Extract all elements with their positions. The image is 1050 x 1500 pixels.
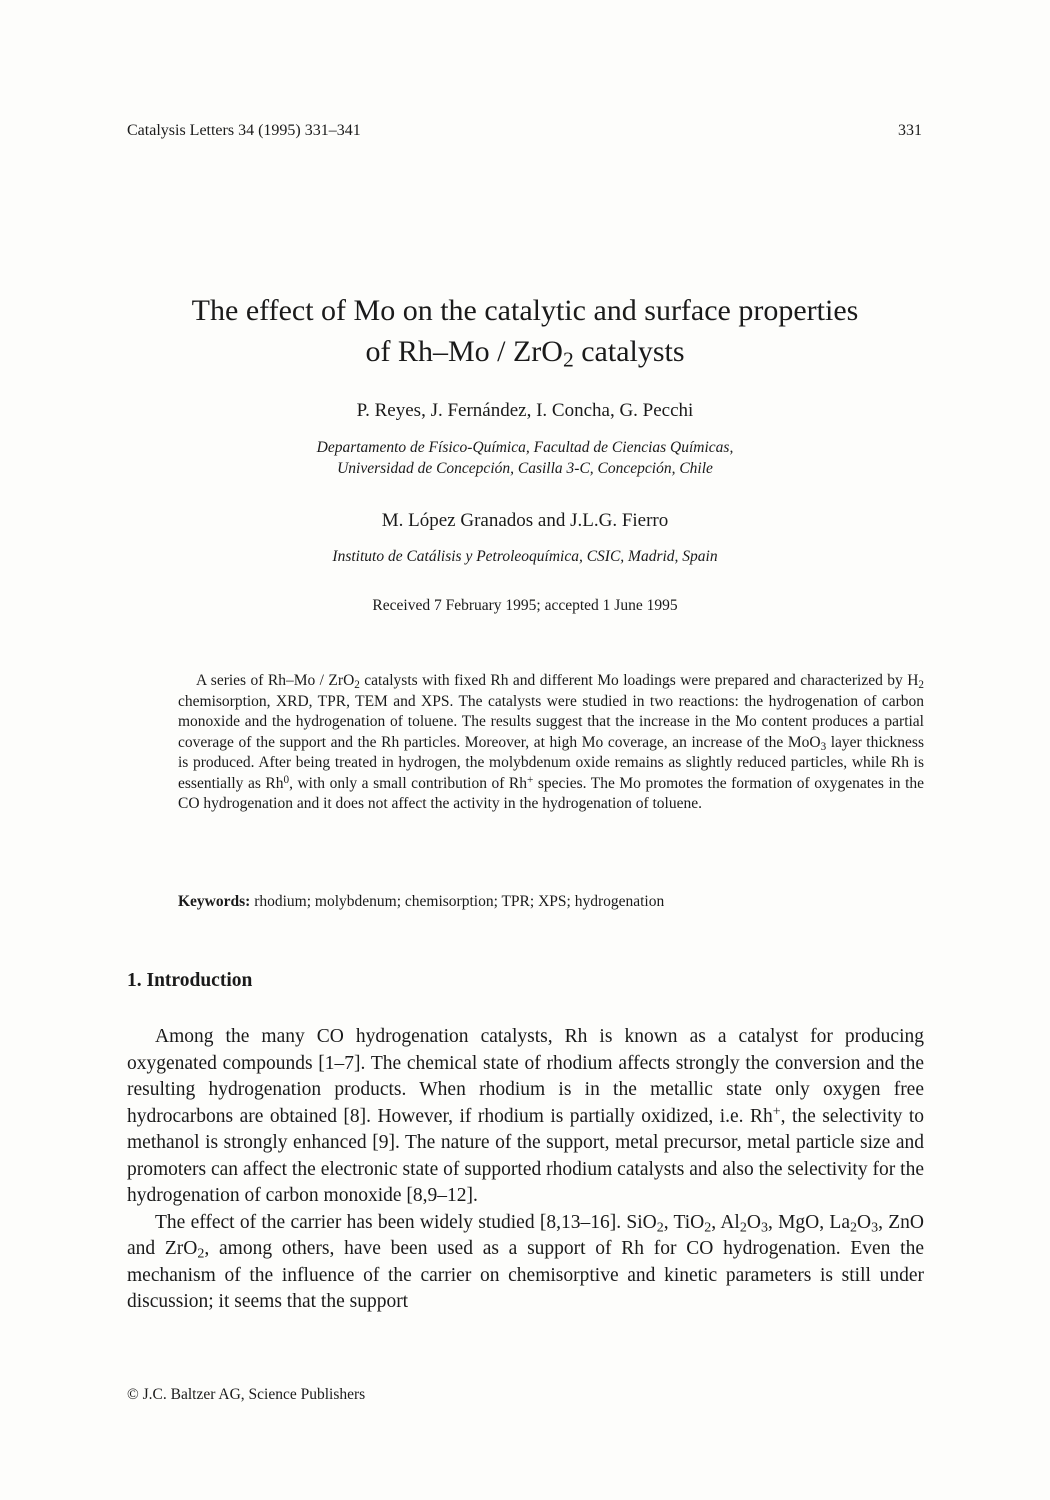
subscript: 2	[704, 1219, 712, 1235]
text-run: , TiO	[663, 1211, 705, 1233]
section-heading: 1. Introduction	[127, 970, 253, 991]
title-line-1: The effect of Mo on the catalytic and surface properties	[191, 294, 859, 327]
journal-citation: Catalysis Letters 34 (1995) 331–341	[127, 122, 361, 139]
intro-paragraph-2	[127, 1210, 924, 1316]
copyright-footer: © J.C. Baltzer AG, Science Publishers	[127, 1386, 366, 1403]
abstract-run: species. The Mo promotes the formation of oxygenates in the CO hydrogenation and it does not affect the activity in the hydrogenation of toluene.	[178, 774, 925, 812]
text-run: , among others, have been used as a support of Rh for CO hydrogenation. Even the mechanism of the influence of the carrier on chemisorptive and kinetic parameters is still under discussion; it seems that the support	[127, 1238, 924, 1312]
abstract-run: catalysts with fixed Rh and different Mo loadings were prepared and characterized by H	[359, 672, 919, 689]
keywords-label: Keywords:	[178, 893, 251, 910]
subscript: 3	[871, 1219, 879, 1235]
introduction-body	[127, 1024, 924, 1316]
affiliation-1-line-2: Universidad de Concepción, Casilla 3-C, Concepción, Chile	[337, 460, 713, 477]
abstract-text	[178, 671, 924, 815]
paper-title	[100, 290, 950, 372]
abstract-run: A series of Rh–Mo / ZrO	[196, 672, 355, 689]
text-run: , the selectivity to methanol is strongly enhanced [9]. The nature of the support, metal precursor, metal particle size and promoters can affect the electronic state of supported rhodium catalysts and also the selectivity for the hydrogenation of carbon monoxide [8,9–12].	[127, 1105, 924, 1206]
abstract-run: layer thickness is produced. After being treated in hydrogen, the molybdenum oxide remains as slightly reduced particles, while Rh is essentially as Rh	[178, 733, 924, 792]
subscript: 2	[918, 678, 924, 691]
authors-group-2: M. López Granados and J.L.G. Fierro	[381, 510, 669, 531]
text-run: , MgO, La	[767, 1211, 850, 1233]
text-run: , Al	[711, 1211, 740, 1233]
title-line-2	[100, 331, 950, 372]
subscript: 2	[562, 347, 574, 372]
page-number: 331	[898, 122, 922, 139]
subscript: 2	[849, 1219, 857, 1235]
superscript: +	[527, 773, 534, 786]
affiliation-1-line-1: Departamento de Físico-Química, Facultad de Ciencias Químicas,	[316, 439, 734, 456]
subscript: 2	[354, 678, 360, 691]
title-text: of Rh–Mo / ZrO	[365, 335, 563, 368]
affiliation-1	[100, 437, 950, 479]
subscript: 3	[760, 1219, 768, 1235]
authors-group-1: P. Reyes, J. Fernández, I. Concha, G. Pecchi	[356, 400, 694, 421]
abstract	[178, 671, 924, 815]
text-run: The effect of the carrier has been widely studied [8,13–16]. SiO	[155, 1211, 657, 1233]
subscript: 2	[739, 1219, 747, 1235]
subscript: 2	[197, 1245, 205, 1262]
title-text: catalysts	[573, 335, 685, 368]
text-run: O	[746, 1211, 761, 1233]
keywords-text: rhodium; molybdenum; chemisorption; TPR; XPS; hydrogenation	[250, 893, 665, 910]
text-run: , ZnO and ZrO	[127, 1211, 924, 1259]
keywords	[178, 893, 924, 911]
received-dates: Received 7 February 1995; accepted 1 June 1995	[372, 597, 678, 614]
abstract-run: chemisorption, XRD, TPR, TEM and XPS. The catalysts were studied in two reactions: the hydrogenation of carbon monoxide and the hydrogenation of toluene. The results suggest that the increase in the Mo content produces a partial coverage of the support and the Rh particles. Moreover, at high Mo coverage, an increase of the MoO	[178, 692, 924, 751]
affiliation-2: Instituto de Catálisis y Petroleoquímica, CSIC, Madrid, Spain	[332, 548, 718, 565]
text-run: O	[857, 1211, 872, 1233]
abstract-run: , with only a small contribution of Rh	[289, 774, 528, 792]
superscript: +	[772, 1103, 781, 1120]
subscript: 2	[656, 1219, 664, 1235]
superscript: 0	[283, 773, 290, 786]
intro-paragraph-1	[127, 1024, 924, 1210]
subscript: 3	[820, 740, 827, 753]
text-run: Among the many CO hydrogenation catalysts, Rh is known as a catalyst for producing oxygenated compounds [1–7]. The chemical state of rhodium affects strongly the conversion and the resulting hydrogenation products. When rhodium is in the metallic state only oxygen free hydrocarbons are obtained [8]. However, if rhodium is partially oxidized, i.e. Rh	[127, 1026, 924, 1127]
